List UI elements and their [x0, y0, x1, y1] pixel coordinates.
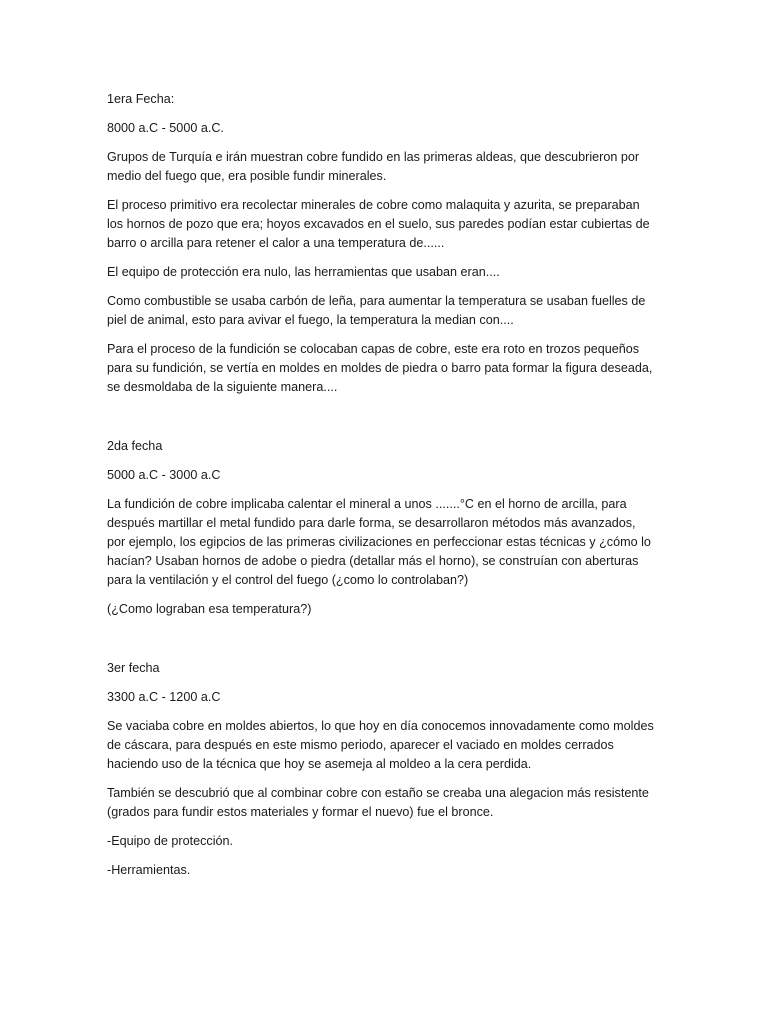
section-2da-fecha — [107, 437, 655, 619]
section-spacer — [107, 407, 655, 437]
paragraph: La fundición de cobre implicaba calentar el mineral a unos .......°C en el horno de arcilla, para después martillar el metal fundido para darle forma, se desarrollaron métodos más avanzados, por ejemplo, los egipcios de las primeras civilizaciones en perfeccionar estas técnicas y ¿cómo lo hacían? Usaban hornos de adobe o piedra (detallar más el horno), se construían con aberturas para la ventilación y el control del fuego (¿como lo controlaban?) — [107, 497, 651, 587]
section-3er-fecha — [107, 659, 655, 880]
paragraph: Como combustible se usaba carbón de leña, para aumentar la temperatura se usaban fuelles de piel de animal, esto para avivar el fuego, la temperatura la median con.... — [107, 294, 646, 327]
paragraph: Se vaciaba cobre en moldes abiertos, lo que hoy en día conocemos innovadamente como moldes de cáscara, para después en este mismo periodo, aparecer el vaciado en moldes cerrados haciendo uso de la técnica que hoy se asemeja al moldeo a la cera perdida. — [107, 719, 654, 771]
paragraph: Grupos de Turquía e irán muestran cobre fundido en las primeras aldeas, que descubrieron por medio del fuego que, era posible fundir minerales. — [107, 150, 640, 183]
paragraph: (¿Como lograban esa temperatura?) — [107, 602, 312, 616]
section-heading: 2da fecha — [107, 439, 163, 453]
date-range: 3300 a.C - 1200 a.C — [107, 690, 221, 704]
list-item: -Equipo de protección. — [107, 834, 234, 848]
list-item: -Herramientas. — [107, 863, 191, 877]
date-range: 5000 a.C - 3000 a.C — [107, 468, 221, 482]
document-page — [107, 90, 655, 890]
paragraph: El proceso primitivo era recolectar minerales de cobre como malaquita y azurita, se preparaban los hornos de pozo que era; hoyos excavados en el suelo, sus paredes podían estar cubiertas de barro o arcilla para retener el calor a una temperatura de...... — [107, 198, 650, 250]
section-spacer — [107, 629, 655, 659]
paragraph: Para el proceso de la fundición se colocaban capas de cobre, este era roto en trozos pequeños para su fundición, se vertía en moldes en moldes de piedra o barro pata formar la figura deseada, se desmoldaba de la siguiente manera.... — [107, 342, 653, 394]
paragraph: El equipo de protección era nulo, las herramientas que usaban eran.... — [107, 265, 500, 279]
date-range: 8000 a.C - 5000 a.C. — [107, 121, 224, 135]
paragraph: También se descubrió que al combinar cobre con estaño se creaba una alegacion más resistente (grados para fundir estos materiales y formar el nuevo) fue el bronce. — [107, 786, 649, 819]
section-heading: 1era Fecha: — [107, 92, 175, 106]
section-1era-fecha — [107, 90, 655, 397]
section-heading: 3er fecha — [107, 661, 160, 675]
